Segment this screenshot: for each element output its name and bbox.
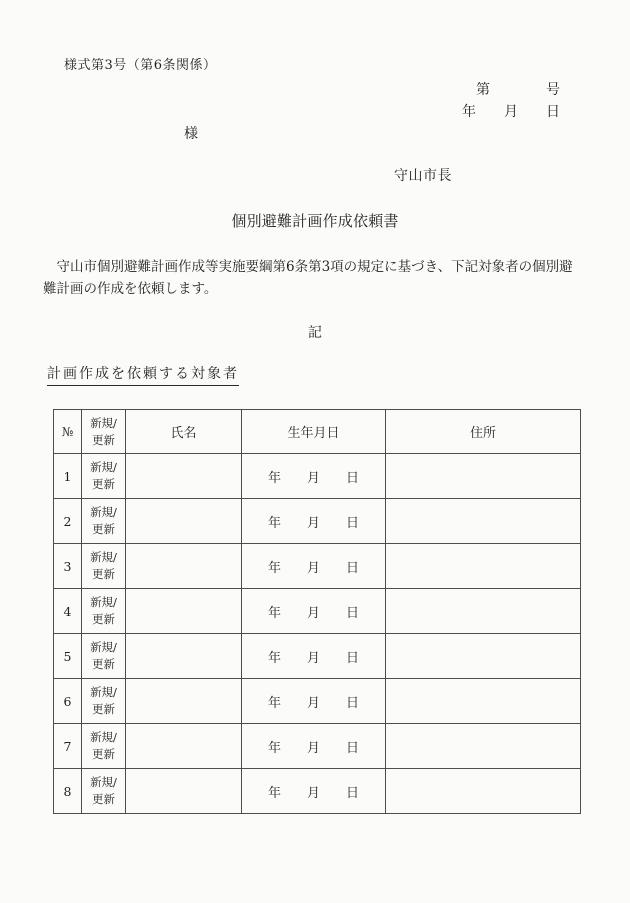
table-row [54,769,581,814]
category-line1: 新規/ [90,730,117,744]
address-cell [386,544,581,589]
name-cell [126,544,242,589]
category-cell [82,724,126,769]
row-number-cell: 3 [54,544,82,589]
name-cell [126,679,242,724]
header-category [82,410,126,454]
table-row [54,544,581,589]
category-line1: 新規/ [90,595,117,609]
issue-date-line: 年 月 日 [462,104,560,120]
address-cell [386,679,581,724]
category-cell [82,589,126,634]
table-row [54,454,581,499]
birthdate-cell: 年 月 日 [242,634,386,679]
category-cell [82,634,126,679]
address-cell [386,454,581,499]
birthdate-cell: 年 月 日 [242,724,386,769]
sender-name: 守山市長 [394,168,452,184]
row-number-cell: 8 [54,769,82,814]
table-row [54,634,581,679]
ki-marker: 記 [308,325,322,341]
table-header-row [54,410,581,454]
body-paragraph-line-1: 守山市個別避難計画作成等実施要綱第6条第3項の規定に基づき、下記対象者の個別避 [43,259,573,275]
category-cell [82,544,126,589]
header-category-line2: 更新 [92,432,115,447]
header-address: 住所 [386,410,581,454]
category-cell [82,769,126,814]
table-row [54,589,581,634]
category-line2: 更新 [92,522,115,536]
body-paragraph-line-2: 難計画の作成を依頼します。 [43,281,218,297]
doc-number-line: 第 号 [476,82,560,98]
category-cell [82,454,126,499]
category-line2: 更新 [92,747,115,761]
address-cell [386,769,581,814]
category-line2: 更新 [92,702,115,716]
header-name: 氏名 [126,410,242,454]
category-line1: 新規/ [90,505,117,519]
name-cell [126,724,242,769]
birthdate-cell: 年 月 日 [242,589,386,634]
row-number-cell: 5 [54,634,82,679]
address-cell [386,634,581,679]
category-line1: 新規/ [90,640,117,654]
section-heading: 計画作成を依頼する対象者 [47,363,239,386]
birthdate-cell: 年 月 日 [242,499,386,544]
birthdate-cell: 年 月 日 [242,679,386,724]
row-number-cell: 4 [54,589,82,634]
category-line1: 新規/ [90,550,117,564]
header-category-line1: 新規/ [90,415,117,430]
row-number-cell: 7 [54,724,82,769]
table-row [54,679,581,724]
body-paragraph [43,256,573,300]
row-number-cell: 1 [54,454,82,499]
document-title: 個別避難計画作成依頼書 [231,212,399,230]
table-row [54,499,581,544]
header-birthdate: 生年月日 [242,410,386,454]
category-line2: 更新 [92,792,115,806]
row-number-cell: 2 [54,499,82,544]
category-cell [82,679,126,724]
category-line1: 新規/ [90,775,117,789]
category-line1: 新規/ [90,685,117,699]
row-number-cell: 6 [54,679,82,724]
birthdate-cell: 年 月 日 [242,454,386,499]
category-line1: 新規/ [90,460,117,474]
address-cell [386,724,581,769]
name-cell [126,634,242,679]
category-line2: 更新 [92,612,115,626]
category-cell [82,499,126,544]
birthdate-cell: 年 月 日 [242,544,386,589]
table-row [54,724,581,769]
name-cell [126,589,242,634]
category-line2: 更新 [92,657,115,671]
header-no: № [54,410,82,454]
birthdate-cell: 年 月 日 [242,769,386,814]
addressee-suffix: 様 [184,126,198,142]
address-cell [386,499,581,544]
request-target-table [53,409,581,814]
address-cell [386,589,581,634]
name-cell [126,454,242,499]
category-line2: 更新 [92,477,115,491]
category-line2: 更新 [92,567,115,581]
name-cell [126,769,242,814]
form-number-label: 様式第3号（第6条関係） [64,58,217,73]
name-cell [126,499,242,544]
